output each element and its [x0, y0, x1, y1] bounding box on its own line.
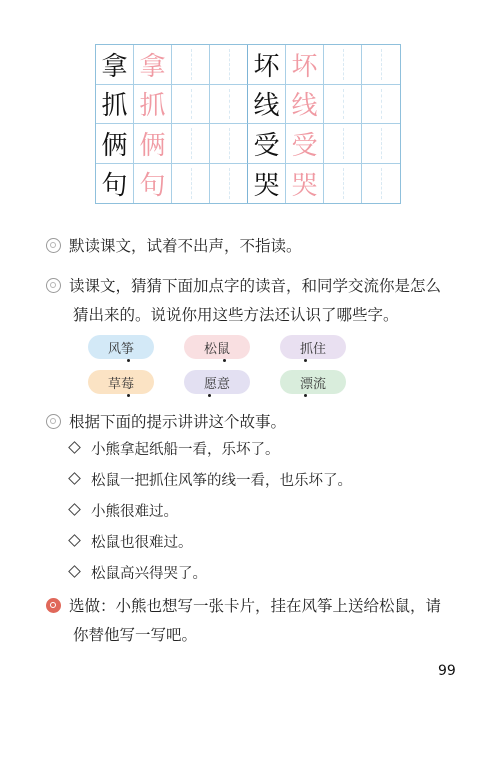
- grid-char: 受: [248, 124, 286, 164]
- story-prompt-text: 小熊拿起纸船一看，乐坏了。: [91, 442, 280, 458]
- grid-blank-cell: [324, 164, 362, 204]
- word-tag-text: 漂流: [299, 376, 326, 392]
- grid-blank-cell: [362, 45, 400, 85]
- exercise-1-text: 默读课文，试着不出声，不指读。: [69, 237, 302, 255]
- exercise-4-line1: 选做：小熊也想写一张卡片，挂在风筝上送给松鼠，请: [69, 597, 442, 615]
- tracing-grid: [95, 44, 401, 204]
- exercise-2-line1: 读课文，猜猜下面加点字的读音，和同学交流你是怎么: [69, 277, 442, 295]
- grid-blank-cell: [172, 164, 210, 204]
- story-prompt: [70, 564, 352, 584]
- exercise-3: [46, 408, 460, 437]
- word-tag-text: 抓住: [299, 341, 326, 357]
- word-tag: [88, 370, 154, 394]
- word-tag-text: 愿意: [203, 376, 230, 392]
- grid-blank-cell: [210, 45, 248, 85]
- diamond-icon: [68, 503, 81, 516]
- grid-char: 俩: [96, 124, 134, 164]
- story-prompt: [70, 533, 352, 553]
- grid-trace-char: 俩: [134, 124, 172, 164]
- exercise-number-icon: [46, 414, 61, 429]
- story-prompts: [70, 440, 352, 595]
- grid-blank-cell: [324, 45, 362, 85]
- word-tag: [184, 370, 250, 394]
- story-prompt: [70, 502, 352, 522]
- story-prompt: [70, 471, 352, 491]
- exercise-number-icon: [46, 278, 61, 293]
- diamond-icon: [68, 534, 81, 547]
- exercise-4-line2: 你替他写一写吧。: [73, 626, 198, 644]
- word-tag: [184, 335, 250, 359]
- page-number: 99: [438, 663, 456, 679]
- grid-trace-char: 拿: [134, 45, 172, 85]
- word-tag-text: 松鼠: [203, 341, 230, 357]
- grid-char: 线: [248, 85, 286, 125]
- emphasis-dot: [223, 359, 226, 362]
- word-tags: [88, 335, 388, 405]
- grid-char: 哭: [248, 164, 286, 204]
- story-prompt-text: 小熊很难过。: [91, 504, 178, 520]
- grid-char: 拿: [96, 45, 134, 85]
- exercise-3-text: 根据下面的提示讲讲这个故事。: [69, 413, 287, 431]
- grid-blank-cell: [362, 85, 400, 125]
- grid-trace-char: 哭: [286, 164, 324, 204]
- optional-exercise-icon: [46, 598, 61, 613]
- grid-blank-cell: [172, 124, 210, 164]
- word-tag: [280, 335, 346, 359]
- story-prompt-text: 松鼠也很难过。: [91, 535, 193, 551]
- grid-blank-cell: [210, 164, 248, 204]
- word-tag-text: 草莓: [107, 376, 134, 392]
- word-tag: [280, 370, 346, 394]
- grid-blank-cell: [210, 124, 248, 164]
- emphasis-dot: [127, 394, 130, 397]
- story-prompt-text: 松鼠一把抓住风筝的线一看，也乐坏了。: [91, 473, 352, 489]
- emphasis-dot: [208, 394, 211, 397]
- exercise-4: [46, 592, 460, 650]
- emphasis-dot: [304, 394, 307, 397]
- grid-blank-cell: [172, 85, 210, 125]
- grid-trace-char: 抓: [134, 85, 172, 125]
- story-prompt: [70, 440, 352, 460]
- grid-char: 抓: [96, 85, 134, 125]
- grid-blank-cell: [172, 45, 210, 85]
- grid-char: 坏: [248, 45, 286, 85]
- emphasis-dot: [304, 359, 307, 362]
- exercise-number-icon: [46, 238, 61, 253]
- grid-blank-cell: [324, 124, 362, 164]
- diamond-icon: [68, 441, 81, 454]
- grid-blank-cell: [324, 85, 362, 125]
- word-tag-text: 风筝: [107, 341, 134, 357]
- grid-blank-cell: [362, 164, 400, 204]
- grid-char: 句: [96, 164, 134, 204]
- exercise-2-line2: 猜出来的。说说你用这些方法还认识了哪些字。: [73, 306, 399, 324]
- grid-blank-cell: [362, 124, 400, 164]
- diamond-icon: [68, 472, 81, 485]
- exercise-2: [46, 272, 460, 330]
- emphasis-dot: [127, 359, 130, 362]
- story-prompt-text: 松鼠高兴得哭了。: [91, 566, 207, 582]
- grid-trace-char: 坏: [286, 45, 324, 85]
- grid-trace-char: 受: [286, 124, 324, 164]
- grid-trace-char: 线: [286, 85, 324, 125]
- diamond-icon: [68, 565, 81, 578]
- grid-blank-cell: [210, 85, 248, 125]
- grid-trace-char: 句: [134, 164, 172, 204]
- word-tag: [88, 335, 154, 359]
- exercise-1: [46, 232, 460, 261]
